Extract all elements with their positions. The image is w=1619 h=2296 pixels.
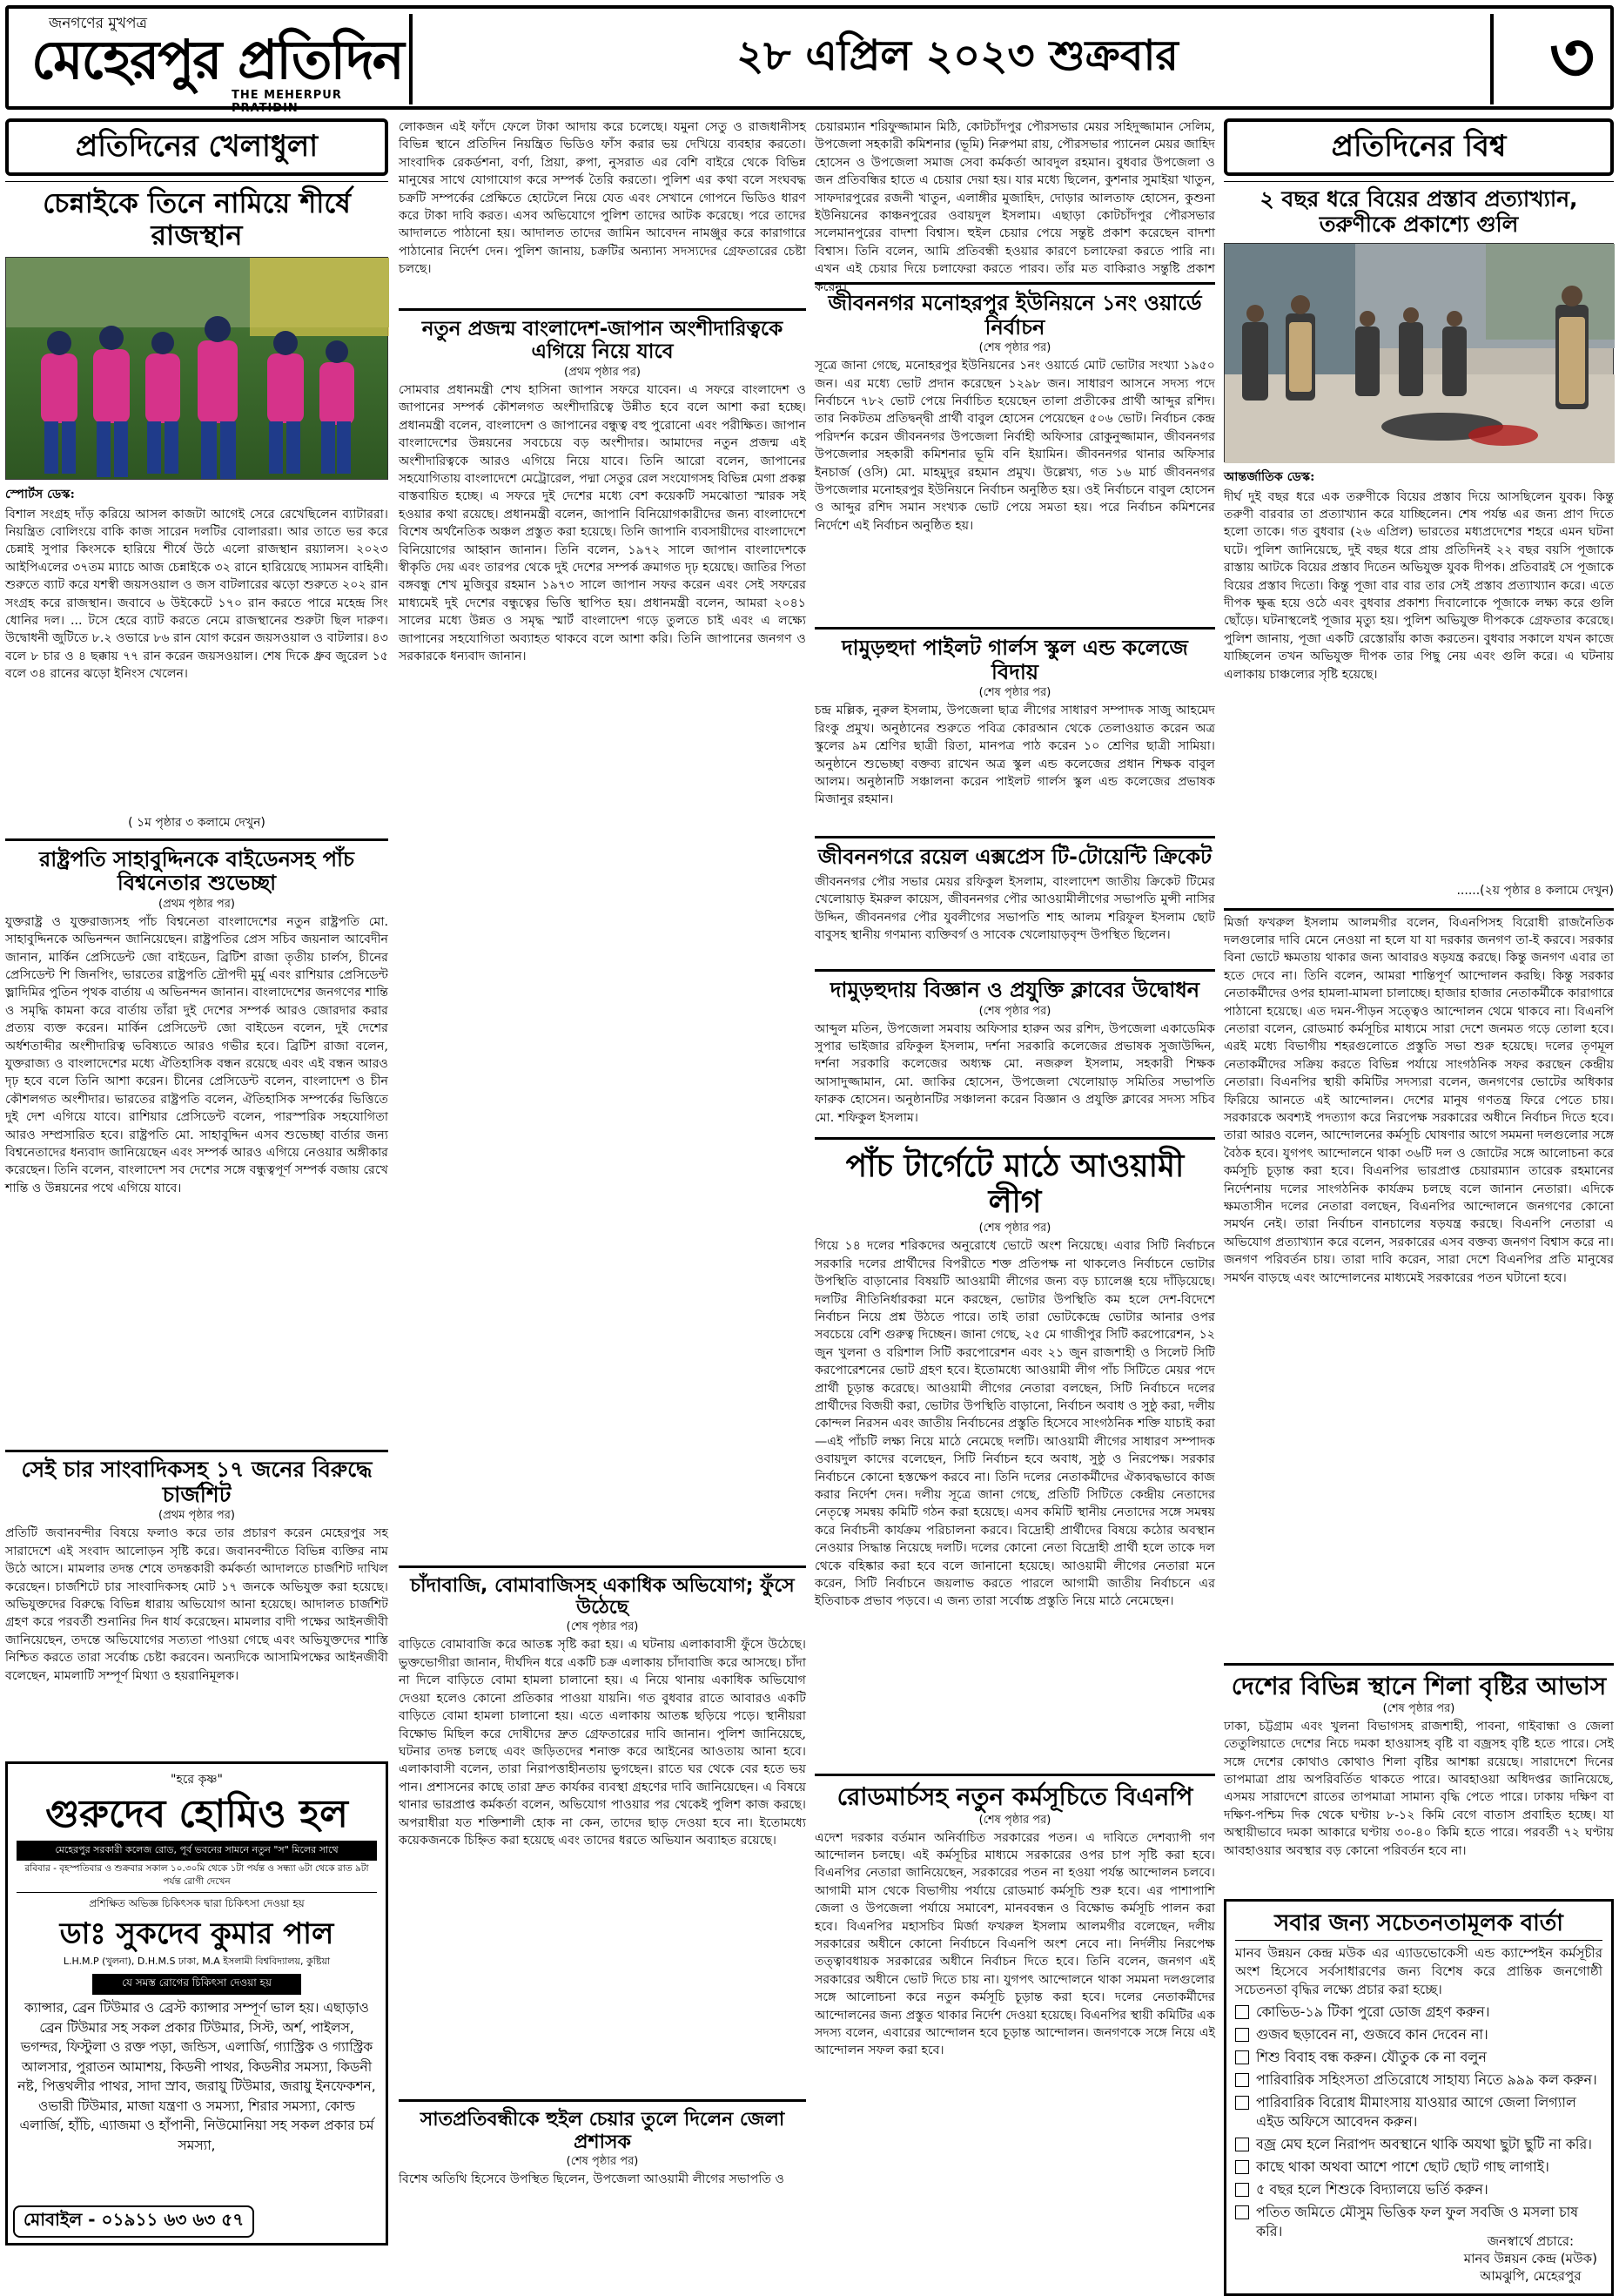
sports-body-text: বিশাল সংগ্রহ দাঁড় করিয়ে আসল কাজটা আগেই সেরে রেখেছিলেন ব্যাটাররা। নিয়ন্ত্রিত বোলিংয়ে বাকি কাজ সারেন দলটির বোলাররা। আর তাতে ভর করে চেন্নাই সুপার কিংসকে হারিয়ে শীর্ষে উঠে এলো রাজস্থান রয়্যালস। ২০২৩ আইপিএলের ৩৭তম ম্যাচে আজ চেন্নাইকে ৩২ রানে হারিয়েছে স্যামসন বাহিনী। শুরুতে ব্যাট করে যশস্বী জয়সওয়াল ও জস বাটলারের ঝড়ো শুরুতে ২০২ রান সংগ্রহ করে রাজস্থান। জবাবে ৬ উইকেটে ১৭০ রান করতে পারে মহেন্দ্র সিং ধোনির দল। ... টসে হেরে ব্যাট করতে নেমে রাজস্থানের শুরুটা ছিল দারুণ। উদ্বোধনী জুটিতে ৮.২ ওভারে ৮৬ রান যোগ করেন জয়সওয়াল ও বাটলার। ৪৩ বলে ৮ চার ও ৪ ছক্কায় ৭৭ রান করেন জয়সওয়াল। শেষ দিকে ধ্রুব জুরেল ১৫ বলে ৩৪ রানের ঝড়ো ইনিংস খেলেন। — [5, 507, 388, 682]
awareness-item — [1235, 2180, 1602, 2199]
headline-chargesheet[interactable]: সেই চার সাংবাদিকসহ ১৭ জনের বিরুদ্ধে চার্জশিট — [21, 1456, 373, 1507]
bnp-body-text: এদেশ দরকার বর্তমান অনির্বাচিত সরকারের পতন। এ দাবিতে দেশব্যাপী গণ আন্দোলন চলছে। এই কর্মসূচির মাধ্যমে সরকারের ওপর চাপ সৃষ্টি করা হবে। বিএনপির নেতারা জানিয়েছেন, সরকারের পতন না হওয়া পর্যন্ত আন্দোলন চলবে। আগামী মাস থেকে বিভাগীয় পর্যায়ে রোডমার্চ কর্মসূচি শুরু হবে। এর পাশাপাশি জেলা ও উপজেলা পর্যায়ে সমাবেশ, মানববন্ধন ও বিক্ষোভ কর্মসূচি পালন করা হবে। বিএনপির মহাসচিব মির্জা ফখরুল ইসলাম আলমগীর বলেছেন, দলীয় সরকারের অধীনে কোনো নির্বাচনে বিএনপি অংশ নেবে না। নির্দলীয় নিরপেক্ষ তত্ত্বাবধায়ক সরকারের অধীনে নির্বাচন দিতে হবে। তিনি বলেন, জনগণ এই সরকারের অধীনে ভোট দিতে চায় না। যুগপৎ আন্দোলনে থাকা সমমনা দলগুলোর সঙ্গে আলোচনা করে নতুন কর্মসূচি চূড়ান্ত করা হবে। দলের নেতাকর্মীদের আন্দোলনের জন্য প্রস্তুত থাকার নির্দেশ দেওয়া হয়েছে। বিএনপির স্থায়ী কমিটির এক সদস্য বলেন, এবারের আন্দোলন হবে চূড়ান্ত আন্দোলন। জনগণকে সঙ্গে নিয়ে এই আন্দোলন সফল করা হবে। — [815, 1830, 1215, 2058]
headline-sports[interactable]: চেন্নাইকে তিনে নামিয়ে শীর্ষে রাজস্থান — [43, 186, 351, 252]
newspaper-page — [5, 5, 1614, 2284]
awareness-footer — [1464, 2232, 1597, 2285]
headline-union-election[interactable]: জীবননগর মনোহরপুর ইউনিয়নে ১নং ওয়ার্ডে নির্বাচন — [828, 291, 1202, 340]
ad-awareness-message[interactable] — [1224, 1899, 1614, 2296]
wheelchair-cont-body: চেয়ারম্যান শরিফুজ্জামান মিঠি, কোটচাঁদপুর পৌরসভার মেয়র সহিদুজ্জামান সেলিম, উপজেলা সহকারী কমিশনার (ভূমি) নিরুপমা রায়, পৌরসভার প্যানেল মেয়র জাহিদ হোসেন ও উপজেলা সমাজ সেবা কর্মকর্তা আবদুল রহমান। বুধবার উপজেলা ও জন প্রতিবন্ধির হাতে এ চেয়ার দেয়া হয়। যার মধ্যে ছিলেন, কুশনার সুমাইয়া খাতুন, সাফদারপুরের রজনী খাতুন, এলাঙ্গীর মুজাহিদ, দোড়ার আলতাফ হোসেন, কুশুনা ইউনিয়নের কাঞ্চনপুরের ওবায়দুল ইসলাম। এছাড়া কোটচাঁদপুর পৌরসভার সলেমানপুরের বাদশা বিশ্বাস। হুইল চেয়ার পেয়ে সন্তুষ্ট প্রকাশ করেছেন বাদশা বিশ্বাস। তিনি বলেন, আমি প্রতিবন্ধী হওয়ার কারণে চলাফেরা করতে পারি না। এখন এই চেয়ার দিয়ে চলাফেরা করতে পারব। তাঁর মত বাকিরাও সন্তুষ্টি প্রকাশ করেন। — [815, 120, 1215, 294]
masthead-divider — [409, 14, 413, 104]
headline-japan-partnership[interactable]: নতুন প্রজন্ম বাংলাদেশ-জাপান অংশীদারিত্বকে এগিয়ে নিয়ে যাবে — [421, 318, 783, 364]
awareness-item — [1235, 2048, 1602, 2067]
cricket-body-text: জীবননগর পৌর সভার মেয়র রফিকুল ইসলাম, বাংলাদেশ জাতীয় ক্রিকেট টিমের খেলোয়াড় ইমরুল কায়েস, জীবননগর পৌর আওয়ামীলীগের সভাপতি মুন্সী নাসির উদ্দিন, জীবননগর পৌর যুবলীগের সভাপতি শাহ আলম শরিফুল ইসলাম ছোট বাবুসহ স্থানীয় গণমান্য ব্যক্তিবর্গ ও সাবেক খেলোয়াড়বৃন্দ উপস্থিত ছিলেন। — [815, 874, 1215, 943]
awareness-title: সবার জন্য সচেতনতামূলক বার্তা — [1274, 1909, 1563, 1936]
awareness-item — [1235, 2093, 1602, 2131]
president-cont: (প্রথম পৃষ্ঠার পর) — [158, 897, 235, 911]
awareness-item — [1235, 2070, 1602, 2090]
awareness-footer-tag: জনস্বার্থে প্রচারে: — [1487, 2232, 1575, 2249]
hailstorm-cont: (শেষ পৃষ্ঠার পর) — [1382, 1701, 1455, 1715]
issue-date: ২৮ এপ্রিল ২০২৩ শুক্রবার — [736, 31, 1179, 80]
awareness-item — [1235, 2025, 1602, 2044]
newspaper-logo — [14, 12, 403, 115]
awareness-list — [1235, 2003, 1602, 2241]
column-national — [399, 118, 806, 2192]
awareness-item — [1235, 2003, 1602, 2022]
awareness-item-text: পারিবারিক বিরোধ মীমাংসায় যাওয়ার আগে জেলা লিগ্যাল এইড অফিসে আবেদন করুন। — [1256, 2093, 1576, 2130]
checkbox-icon — [1235, 2138, 1249, 2151]
awareness-intro: মানব উন্নয়ন কেন্দ্র মউক এর এ্যাডভোকেসী এন্ড ক্যাম্পেইন কর্মসূচীর অংশ হিসেবে সর্বসাধারণের জন্য বিশেষ করে প্রান্তিক জনগোষ্ঠী সচেতনতা বৃদ্ধির লক্ষ্যে প্রচার করা হচ্ছে। — [1235, 1944, 1602, 1997]
checkbox-icon — [1235, 2028, 1249, 2042]
headline-bnp-roadmarch[interactable]: রোডমার্চসহ নতুন কর্মসূচিতে বিএনপি — [836, 1782, 1193, 1812]
extortion-body-text: বাড়িতে বোমাবাজি করে আতঙ্ক সৃষ্টি করা হয়। এ ঘটনায় এলাকাবাসী ফুঁসে উঠেছে। ভুক্তভোগীরা জানান, দীর্ঘদিন ধরে একটি চক্র এলাকায় চাঁদাবাজি করে আসছে। চাঁদা না দিলে বাড়িতে বোমা হামলা চালানো হয়। এ নিয়ে থানায় একাধিক অভিযোগ দেওয়া হলেও কোনো প্রতিকার পাওয়া যায়নি। গত বুধবার রাতে আবারও একটি বাড়িতে বোমা হামলা চালানো হয়। এতে এলাকায় আতঙ্ক ছড়িয়ে পড়ে। স্থানীয়রা বিক্ষোভ মিছিল করে দোষীদের দ্রুত গ্রেফতারের দাবি জানান। পুলিশ জানিয়েছে, ঘটনার তদন্ত চলছে এবং জড়িতদের শনাক্ত করে আইনের আওতায় আনা হবে। এলাকাবাসী বলেন, তারা নিরাপত্তাহীনতায় ভুগছেন। রাতে ঘর থেকে বের হতে ভয় পান। প্রশাসনের কাছে তারা দ্রুত কার্যকর ব্যবস্থা গ্রহণের দাবি জানিয়েছেন। এ বিষয়ে থানার ভারপ্রাপ্ত কর্মকর্তা বলেন, অভিযোগ পাওয়ার পর থেকেই পুলিশ কাজ করছে। অপরাধীরা যত শক্তিশালী হোক না কেন, তাদের ছাড় দেওয়া হবে না। ইতোমধ্যে কয়েকজনকে চিহ্নিত করা হয়েছে এবং তাদের ধরতে অভিযান অব্যাহত রয়েছে। — [399, 1638, 806, 1848]
tagline: জনগণের মুখপত্র — [49, 15, 147, 32]
newspaper-name: মেহেরপুর প্রতিদিন — [31, 28, 403, 91]
chargesheet-cont: (প্রথম পৃষ্ঠার পর) — [158, 1509, 235, 1523]
masthead — [5, 5, 1614, 115]
headline-president-greetings[interactable]: রাষ্ট্রপতি সাহাবুদ্দিনকে বাইডেনসহ পাঁচ বিশ্বনেতার শুভেচ্ছা — [39, 846, 354, 896]
newspaper-name-en: THE MEHERPUR PRATIDIN — [232, 89, 342, 115]
headline-awami-league[interactable]: পাঁচ টার্গেটে মাঠে আওয়ামী লীগ — [845, 1148, 1185, 1220]
hailstorm-body-text: ঢাকা, চট্টগ্রাম এবং খুলনা বিভাগসহ রাজশাহী, পাবনা, গাইবান্ধা ও জেলা তেতুলিয়াতে দেশের নিচে দমকা হাওয়াসহ বৃষ্টি বা বজ্রসহ বৃষ্টি হতে পারে। সেই সঙ্গে দেশের কোথাও কোথাও শিলা বৃষ্টির আশঙ্কা রয়েছে। সারাদেশে দিনের তাপমাত্রা প্রায় অপরিবর্তিত থাকতে পারে। আবহাওয়া অধিদপ্তর জানিয়েছে, এসময় সারাদেশে রাতের তাপমাত্রা সামান্য বৃদ্ধি পেতে পারে। ঢাকায় দক্ষিণ বা দক্ষিণ-পশ্চিম দিক থেকে ঘণ্টায় ৮-১২ কিমি বেগে বাতাস প্রবাহিত হচ্ছে। যা অস্থায়ীভাবে দমকা আকারে ঘণ্টায় ৩০-৪০ কিমি হতে পারে। পরবর্তী ৭২ ঘণ্টায় আবহাওয়ার অবস্থার বড় কোনো পরিবর্তন হবে না। — [1224, 1719, 1614, 1858]
headline-science-club[interactable]: দামুড়হুদায় বিজ্ঞান ও প্রযুক্তি ক্লাবের উদ্বোধন — [830, 977, 1200, 1002]
world-continued[interactable]: ......(২য় পৃষ্ঠার ৪ কলামে দেখুন) — [1456, 883, 1614, 898]
checkbox-icon — [1235, 2160, 1249, 2174]
girls-body-text: চন্দ্র মল্লিক, নুরুল ইসলাম, উপজেলা ছাত্র লীগের সাধারণ সম্পাদক সাজু আহমেদ রিংকু প্রমুখ। অনুষ্ঠানের শুরুতে পবিত্র কোরআন থেকে তেলাওয়াত করেন অত্র স্কুলের ৯ম শ্রেণির ছাত্রী রিতা, মানপত্র পাঠ করেন ১০ শ্রেণির ছাত্রী সামিয়া। অনুষ্ঠানে শুভেচ্ছা বক্তব্য রাখেন অত্র স্কুল এন্ড কলেজের প্রধান শিক্ষক বাবুল আলম। অনুষ্ঠানটি সঞ্চালনা করেন পাইলট গার্লস স্কুল এন্ড কলেজের প্রভাষক মিজানুর রহমান। — [815, 704, 1215, 807]
ad-homeo-tag: "হরে কৃষ্ণ" — [171, 1773, 223, 1788]
page-number: ৩ — [1548, 17, 1595, 98]
ad-homeo-intro: প্রশিক্ষিত অভিজ্ঞ চিকিৎসক দ্বারা চিকিৎসা দেওয়া হয় — [89, 1897, 305, 1910]
science-cont: (শেষ পৃষ্ঠার পর) — [978, 1004, 1051, 1018]
president-body-text: যুক্তরাষ্ট্র ও যুক্তরাজ্যসহ পাঁচ বিশ্বনেতা বাংলাদেশের নতুন রাষ্ট্রপতি মো. সাহাবুদ্দিনকে অভিনন্দন জানিয়েছেন। রাষ্ট্রপতির প্রেস সচিব জয়নাল আবেদীন জানান, মার্কিন প্রেসিডেন্ট জো বাইডেন, ব্রিটিশ রাজা তৃতীয় চার্লস, চীনের প্রেসিডেন্ট শি জিনপিং, ভারতের রাষ্ট্রপতি দ্রৌপদী মুর্মু এবং রাশিয়ার প্রেসিডেন্ট ভ্লাদিমির পুতিন পৃথক বার্তায় এ অভিনন্দন জানান। বাংলাদেশের জনগণের শান্তি ও সমৃদ্ধি কামনা করে বার্তায় তাঁরা দুই দেশের সম্পর্ক আরও জোরদার করার প্রত্যয় ব্যক্ত করেন। মার্কিন প্রেসিডেন্ট জো বাইডেন বলেন, দুই দেশের অর্ধশতাব্দীর অংশীদারিত্ব ভবিষ্যতে আরও গভীর হবে। ব্রিটিশ রাজা বলেন, যুক্তরাজ্য ও বাংলাদেশের মধ্যে ঐতিহাসিক বন্ধন রয়েছে এবং এই বন্ধন আরও দৃঢ় হবে বলে তিনি আশা করেন। চীনের প্রেসিডেন্ট বলেন, বাংলাদেশ ও চীন কৌশলগত অংশীদার। ভারতের রাষ্ট্রপতি বলেন, ঐতিহাসিক সম্পর্কের ভিত্তিতে দুই দেশ এগিয়ে যাবে। রাশিয়ার প্রেসিডেন্ট বলেন, পারস্পরিক সহযোগিতা আরও সম্প্রসারিত হবে। রাষ্ট্রপতি মো. সাহাবুদ্দিন এসব শুভেচ্ছা বার্তার জন্য বিশ্বনেতাদের ধন্যবাদ জানিয়েছেন এবং সম্পর্ক আরও এগিয়ে নেওয়ার অঙ্গীকার করেছেন। তিনি বলেন, বাংলাদেশ সব দেশের সঙ্গে বন্ধুত্বপূর্ণ সম্পর্ক বজায় রেখে শান্তি ও উন্নয়নের পথে এগিয়ে যাবে। — [5, 914, 388, 1195]
headline-girls-school[interactable]: দামুড়হুদা পাইলট গার্লস স্কুল এন্ড কলেজে বিদায় — [842, 636, 1188, 684]
ad-homeo-title: গুরুদেব হোমিও হল — [45, 1792, 348, 1837]
bnp-cont: (শেষ পৃষ্ঠার পর) — [978, 1813, 1051, 1827]
awareness-item-text: গুজব ছড়াবেন না, গুজবে কান দেবেন না। — [1256, 2025, 1488, 2043]
headline-extortion[interactable]: চাঁদাবাজি, বোমাবাজিসহ একাধিক অভিযোগ; ফুঁসে উঠেছে — [410, 1574, 795, 1619]
headline-wheelchair[interactable]: সাতপ্রতিবন্ধীকে হুইল চেয়ার তুলে দিলেন জেলা প্রশাসক — [420, 2109, 785, 2153]
awareness-item-text: পারিবারিক সহিংসতা প্রতিরোধে সাহায্য নিতে ৯৯৯ কল করুন। — [1256, 2070, 1597, 2088]
ad-homeo-hall[interactable] — [5, 1761, 388, 2246]
ad-homeo-address: মেহেরপুর সরকারী কলেজ রোড, পূর্ব ভবনের সামনে নতুন "স" মিলের সাথে — [17, 1841, 377, 1861]
scam-body-text: লোকজন এই ফাঁদে ফেলে টাকা আদায় করে চলেছে। যমুনা সেতু ও রাজধানীসহ বিভিন্ন স্থানে প্রতিদিন নিয়ন্ত্রিত ভিডিও ফাঁস করার ভয় দেখিয়ে ব্যবহার করতো। সাংবাদিক রেকর্ডশনা, বর্ণা, প্রিয়া, রুপা, নুসরাত এর বেশি বাইরে থেকে বিভিন্ন মানুষের সাথে যোগাযোগ করে সম্পর্ক তৈরি করতো। পুলিশ এর কথা বলে সংঘবদ্ধ চক্রটি সম্পর্কের প্রেক্ষিতে হোটেলে নিয়ে যেত এবং সেখানে গোপনে ভিডিও ধারণ করে টাকা দাবি করত। এসব অভিযোগে পুলিশ তাদের আটক করেছে। পরে তাদের আদালতে পাঠানো হয়। আদালত তাদের জামিন আবেদন নামঞ্জুর করে কারাগারে পাঠানোর নির্দেশ দেন। পুলিশ জানায়, চক্রটির অন্যান্য সদস্যদের গ্রেফতারের চেষ্টা চলছে। — [399, 120, 806, 277]
wheelchair-cont: (শেষ পৃষ্ঠার পর) — [566, 2155, 639, 2169]
world-body-text: দীর্ঘ দুই বছর ধরে এক তরুণীকে বিয়ের প্রস্তাব দিয়ে আসছিলেন যুবক। কিন্তু তরুণী বারবার তা প্রত্যাখ্যান করে যাচ্ছিলেন। শেষ পর্যন্ত এর জন্য প্রাণ দিতে হলো তাকে। গত বুধবার (২৬ এপ্রিল) ভারতের মধ্যপ্রদেশের শহরে এমন ঘটনা ঘটে। পুলিশ জানিয়েছে, দুই বছর ধরে প্রায় প্রতিদিনই ২২ বছর বয়সি পূজাকে রাস্তায় আটকে বিয়ের প্রস্তাব দিতেন অভিযুক্ত যুবক দীপক। প্রতিবারই সে পূজাকে বিয়ের প্রস্তাব দিতো। কিন্তু পূজা বার বার তার সেই প্রস্তাব প্রত্যাখ্যান করে। এতে দীপক ক্ষুব্ধ হয়ে ওঠে এবং বুধবার প্রকাশ্য দিবালোকে পূজাকে লক্ষ্য করে গুলি ছোঁড়ে। ঘটনাস্থলেই পূজার মৃত্যু হয়। পুলিশ অভিযুক্ত দীপককে গ্রেফতার করেছে। পুলিশ জানায়, পূজা একটি রেস্তোরাঁয় কাজ করতেন। বুধবার সকালে যখন কাজে যাচ্ছিলেন তখন অভিযুক্ত দীপক তার পিছু নেয় এবং গুলি করে। এ ঘটনায় এলাকায় চাঞ্চল্যের সৃষ্টি হয়েছে। — [1224, 489, 1614, 682]
awareness-footer-place: আমঝুপি, মেহেরপুর — [1480, 2267, 1582, 2284]
wheelchair-body-text: বিশেষ অতিথি হিসেবে উপস্থিত ছিলেন, উপজেলা আওয়ামী লীগের সভাপতি ও — [399, 2172, 784, 2187]
checkbox-icon — [1235, 2205, 1249, 2219]
ad-homeo-doctor: ডাঃ সুকদেব কুমার পাল — [59, 1916, 334, 1952]
japan-body-text: সোমবার প্রধানমন্ত্রী শেখ হাসিনা জাপান সফরে যাবেন। এ সফরে বাংলাদেশ ও জাপানের সম্পর্ক কৌশলগত অংশীদারিত্বে উন্নীত হবে বলে আশা করা হচ্ছে। প্রধানমন্ত্রী বলেন, বাংলাদেশ ও জাপানের বন্ধুত্ব বহু পুরোনো এবং পরীক্ষিত। জাপান বাংলাদেশের উন্নয়নের সবচেয়ে বড় অংশীদার। আমাদের নতুন প্রজন্ম এই অংশীদারিত্বকে আরও এগিয়ে নিয়ে যাবে। তিনি আরো বলেন, জাপানের সহযোগিতায় বাংলাদেশে মেট্রোরেল, পদ্মা সেতুর রেল সংযোগসহ বিভিন্ন মেগা প্রকল্প বাস্তবায়িত হচ্ছে। এ সফরে দুই দেশের মধ্যে বেশ কয়েকটি সমঝোতা স্মারক সই হওয়ার কথা রয়েছে। প্রধানমন্ত্রী বলেন, জাপানি বিনিয়োগকারীদের জন্য বাংলাদেশে বিশেষ অর্থনৈতিক অঞ্চল প্রস্তুত করা হয়েছে। তিনি জাপানি ব্যবসায়ীদের বাংলাদেশে বিনিয়োগের আহ্বান জানান। তিনি বলেন, ১৯৭২ সালে জাপান বাংলাদেশকে স্বীকৃতি দেয় এবং তারপর থেকে দুই দেশের সম্পর্ক ক্রমাগত দৃঢ় হয়েছে। জাতির পিতা বঙ্গবন্ধু শেখ মুজিবুর রহমান ১৯৭৩ সালে জাপান সফর করেন এবং সেই সফরের মাধ্যমেই দুই দেশের বন্ধুত্বের ভিত্তি স্থাপিত হয়। প্রধানমন্ত্রী বলেন, আমরা ২০৪১ সালের মধ্যে উন্নত ও সমৃদ্ধ স্মার্ট বাংলাদেশ গড়ে তুলতে চাই এবং এ লক্ষ্যে জাপানের সহযোগিতা অব্যাহত থাকবে বলে আশা করি। তিনি জাপানের জনগণ ও সরকারকে ধন্যবাদ জানান। — [399, 382, 806, 663]
ad-homeo-mobile[interactable]: মোবাইল - ০১৯১১ ৬৩ ৬৩ ৫৭ — [13, 2205, 254, 2238]
awami-cont: (শেষ পৃষ্ঠার পর) — [978, 1222, 1051, 1236]
awareness-item-text: ৫ বছর হলে শিশুকে বিদ্যালয়ে ভর্তি করুন। — [1256, 2180, 1488, 2198]
checkbox-icon — [1235, 2096, 1249, 2110]
science-body-text: আব্দুল মতিন, উপজেলা সমবায় অফিসার হারুন অর রশিদ, উপজেলা একাডেমিক সুপার ভাইজার রফিকুল ইসলাম, দর্শনা সরকারি কলেজের প্রভাষক সুজাউদ্দিন, দর্শনা সরকারি কলেজের অধ্যক্ষ মো. নজরুল ইসলাম, সহকারী শিক্ষক আসাদুজ্জামান, মো. জাকির হোসেন, উপজেলা খেলোয়াড় সমিতির সভাপতি ফারুক হোসেন। অনুষ্ঠানটির সঞ্চালনা করেন বিজ্ঞান ও প্রযুক্তি ক্লাবের সদস্য সচিব মো. শফিকুল ইসলাম। — [815, 1021, 1215, 1125]
column-sports — [5, 118, 388, 2246]
awareness-item-text: পতিত জমিতে মৌসুম ভিত্তিক ফল ফুল সবজি ও মসলা চাষ করি। — [1256, 2203, 1579, 2239]
section-banner-sports: প্রতিদিনের খেলাধুলা — [5, 118, 388, 176]
headline-hailstorm[interactable]: দেশের বিভিন্ন স্থানে শিলা বৃষ্টির আভাস — [1231, 1671, 1607, 1700]
awareness-item-text: বজ্র মেঘ হলে নিরাপদ অবস্থানে থাকি অযথা ছুটা ছুটি না করি। — [1256, 2135, 1593, 2152]
awareness-item — [1235, 2158, 1602, 2177]
sports-continued[interactable]: ( ১ম পৃষ্ঠার ৩ কলামে দেখুন) — [128, 815, 265, 830]
awami-body-text: গিয়ে ১৪ দলের শরিকদের অনুরোধে ভোটে অংশ নিয়েছে। এবার সিটি নির্বাচনে সরকারি দলের প্রার্থীদের বিপরীতে শক্ত প্রতিপক্ষ না থাকলেও নির্বাচনে ভোটার উপস্থিতি বাড়ানোর বিষয়টি আওয়ামী লীগের জন্য বড় চ্যালেঞ্জ হয়ে দাঁড়িয়েছে। দলটির নীতিনির্ধারকরা মনে করছেন, ভোটার উপস্থিতি কম হলে দেশ-বিদেশে নির্বাচন নিয়ে প্রশ্ন উঠতে পারে। তাই তারা ভোটকেন্দ্রে ভোটার আনার ওপর সবচেয়ে বেশি গুরুত্ব দিচ্ছেন। জানা গেছে, ২৫ মে গাজীপুর সিটি করপোরেশন, ১২ জুন খুলনা ও বরিশাল সিটি করপোরেশন এবং ২১ জুন রাজশাহী ও সিলেট সিটি করপোরেশনের ভোট গ্রহণ হবে। ইতোমধ্যে আওয়ামী লীগ পাঁচ সিটিতে মেয়র পদে প্রার্থী চূড়ান্ত করেছে। আওয়ামী লীগের নেতারা বলছেন, সিটি নির্বাচনে দলের প্রার্থীদের বিজয়ী করা, ভোটার উপস্থিতি বাড়ানো, নির্বাচন অবাধ ও সুষ্ঠু করা, দলীয় কোন্দল নিরসন এবং জাতীয় নির্বাচনের প্রস্তুতি হিসেবে সাংগঠনিক শক্তি যাচাই করা—এই পাঁচটি লক্ষ্য নিয়ে মাঠে নেমেছে দলটি। আওয়ামী লীগের সাধারণ সম্পাদক ওবায়দুল কাদের বলেছেন, সিটি নির্বাচন হবে অবাধ, সুষ্ঠু ও নিরপেক্ষ। সরকার নির্বাচনে কোনো হস্তক্ষেপ করবে না। তিনি দলের নেতাকর্মীদের ঐক্যবদ্ধভাবে কাজ করার নির্দেশ দেন। দলীয় সূত্রে জানা গেছে, প্রতিটি সিটিতে কেন্দ্রীয় নেতাদের নেতৃত্বে সমন্বয় কমিটি গঠন করা হয়েছে। এসব কমিটি স্থানীয় নেতাদের সঙ্গে সমন্বয় করে নির্বাচনী কার্যক্রম পরিচালনা করবে। বিদ্রোহী প্রার্থীদের বিষয়ে কঠোর অবস্থান নেওয়ার সিদ্ধান্ত নিয়েছে দলটি। দলের কোনো নেতা বিদ্রোহী প্রার্থী হলে তাকে দল থেকে বহিষ্কার করা হবে বলে জানানো হয়েছে। আওয়ামী লীগের নেতারা মনে করেন, সিটি নির্বাচনে জয়লাভ করতে পারলে আগামী জাতীয় নির্বাচনে এর ইতিবাচক প্রভাব পড়বে। এ জন্য তারা সর্বোচ্চ প্রস্তুতি নিয়ে মাঠে নেমেছেন। — [815, 1239, 1215, 1609]
ad-homeo-degree: L.H.M.P (খুলনা), D.H.M.S ঢাকা, M.A ইসলামী বিশ্ববিদ্যালয়, কুষ্টিয়া — [63, 1956, 331, 1968]
extortion-cont: (শেষ পৃষ্ঠার পর) — [566, 1620, 639, 1634]
awareness-item-text: কোভিড-১৯ টিকা পুরো ডোজ গ্রহণ করুন। — [1256, 2003, 1490, 2020]
sports-desk-byline: স্পোর্টস ডেস্ক: — [5, 487, 75, 502]
checkbox-icon — [1235, 2005, 1249, 2019]
column-world — [1224, 118, 1614, 2296]
awareness-footer-org: মানব উন্নয়ন কেন্দ্র (মউক) — [1463, 2250, 1597, 2266]
checkbox-icon — [1235, 2050, 1249, 2064]
awareness-item-text: কাছে থাকা অথবা আশে পাশে ছোট ছোট গাছ লাগাই। — [1256, 2158, 1549, 2175]
headline-world[interactable]: ২ বছর ধরে বিয়ের প্রস্তাব প্রত্যাখ্যান, তরুণীকে প্রকাশ্যে গুলি — [1260, 186, 1578, 237]
column-local — [815, 118, 1215, 2084]
ad-homeo-timing: রবিবার - বৃহস্পতিবার ও শুক্রবার সকাল ১০.৩০মি থেকে ১টা পর্যন্ত ও সন্ধ্যা ৬টা থেকে রাত ৯টা পর্যন্ত রোগী দেখেন — [24, 1863, 369, 1888]
world-desk-byline: আন্তর্জাতিক ডেস্ক: — [1224, 469, 1315, 484]
union-body-text: সূত্রে জানা গেছে, মনোহরপুর ইউনিয়নের ১নং ওয়ার্ডে মোট ভোটার সংখ্যা ১৯৫০ জন। এর মধ্যে ভোট প্রদান করেছেন ১২৯৮ জন। সাধারণ আসনে সদস্য পদে নির্বাচনে ৭৮২ ভোট পেয়ে নির্বাচিত হয়েছেন তালা প্রতীকের প্রার্থী আব্দুর রশিদ। তার নিকটতম প্রতিদ্বন্দ্বী প্রার্থী বাবুল হোসেন পেয়েছেন ৫০৬ ভোট। নির্বাচন কেন্দ্র পরিদর্শন করেন জীবননগর উপজেলা নির্বাহী অফিসার রোকুনুজ্জামান, জীবননগর উপজেলার সহকারী কমিশনার ভূমি বনি ইয়ামিন। জীবননগর থানার অফিসার ইনচার্জ (ওসি) মো. মাহমুদুর রহমান প্রমুখ। উল্লেখ্য, গত ১৬ মার্চ জীবননগর উপজেলার মনোহরপুর ইউনিয়নে নির্বাচন অনুষ্ঠিত হয়। ওই নির্বাচনে বাবুল হোসেন ও আব্দুর রশিদ সমান সংখ্যক ভোট পেয়ে সমতা হয়। পরে নির্বাচন কমিশনের নির্দেশে এই নির্বাচন অনুষ্ঠিত হয়। — [815, 359, 1215, 533]
union-cont: (শেষ পৃষ্ঠার পর) — [978, 341, 1051, 355]
awareness-item — [1235, 2135, 1602, 2154]
japan-cont: (প্রথম পৃষ্ঠার পর) — [564, 365, 641, 379]
chargesheet-body-text: প্রতিটি জবানবন্দীর বিষয়ে ফলাও করে তার প্রচারণ করেন মেহেরপুর সহ সারাদেশে এই সংবাদ আলোড়ন সৃষ্টি করে। জবানবন্দীতে বিভিন্ন ব্যক্তির নাম উঠে আসে। মামলার তদন্ত শেষে তদন্তকারী কর্মকর্তা আদালতে চার্জশিট দাখিল করেছেন। চার্জশিটে চার সাংবাদিকসহ মোট ১৭ জনকে অভিযুক্ত করা হয়েছে। অভিযুক্তদের বিরুদ্ধে বিভিন্ন ধারায় অভিযোগ আনা হয়েছে। আদালত চার্জশিট গ্রহণ করে পরবর্তী শুনানির দিন ধার্য করেছেন। মামলার বাদী পক্ষের আইনজীবী জানিয়েছেন, তদন্তে অভিযোগের সত্যতা পাওয়া গেছে এবং অভিযুক্তদের শাস্তি নিশ্চিত করতে তারা সর্বোচ্চ চেষ্টা করবেন। অন্যদিকে আসামিপক্ষের আইনজীবী বলেছেন, মামলাটি সম্পূর্ণ মিথ্যা ও হয়রানিমূলক। — [5, 1526, 388, 1683]
photo-crime-scene[interactable] — [1224, 243, 1614, 462]
awareness-item-text: শিশু বিবাহ বন্ধ করুন। যৌতুক কে না বলুন — [1256, 2048, 1487, 2065]
ad-homeo-specialty: যে সমস্ত রোগের চিকিৎসা দেওয়া হয় — [92, 1974, 301, 1995]
photo-cricket-team[interactable] — [5, 257, 388, 480]
girls-cont: (শেষ পৃষ্ঠার পর) — [978, 686, 1051, 700]
ad-homeo-services: ক্যান্সার, ব্রেন টিউমার ও ব্রেস্ট ক্যান্সার সম্পূর্ণ ভাল হয়। এছাড়াও ব্রেন টিউমার সহ সকল প্রকার টিউমার, সিস্ট, অর্শ, পাইলস, ভগন্দর, ফিস্টুলা ও রক্ত পড়া, জন্ডিস, এলার্জি, গ্যাস্ট্রিক ও গ্যাস্ট্রিক আলসার, পুরাতন আমাশয়, কিডনী পাথর, কিডনীর সমস্যা, কিডনী নষ্ট, পিত্তথলীর পাথর, সাদা স্রাব, জরায়ু টিউমার, জরায়ু ইনফেকশন, ওভারী টিউমার, মাজা যন্ত্রণা ও সমস্যা, শিরার সমস্যা, কোল্ড এলার্জি, হাঁচি, এ্যাজমা ও হাঁপানী, নিউমোনিয়া সহ সকল প্রকার চর্ম সমস্যা, — [17, 2000, 376, 2153]
checkbox-icon — [1235, 2183, 1249, 2197]
bnp-continued-body-text: মির্জা ফখরুল ইসলাম আলমগীর বলেন, বিএনপিসহ বিরোধী রাজনৈতিক দলগুলোর দাবি মেনে নেওয়া না হলে যা যা দরকার জনগণ তা-ই করবে। সরকার বিনা ভোটে ক্ষমতায় থাকার জন্য আবারও ষড়যন্ত্র করছে। কিন্তু জনগণ এবার তা হতে দেবে না। তিনি বলেন, আমরা শান্তিপূর্ণ আন্দোলন করছি। কিন্তু সরকার নেতাকর্মীদের ওপর হামলা-মামলা চালাচ্ছে। হাজার হাজার নেতাকর্মীকে কারাগারে পাঠানো হয়েছে। এত দমন-পীড়ন সত্ত্বেও আন্দোলন থেমে থাকবে না। বিএনপি নেতারা বলেন, রোডমার্চ কর্মসূচির মাধ্যমে সারা দেশে জনমত গড়ে তোলা হবে। এরই মধ্যে বিভাগীয় শহরগুলোতে প্রস্তুতি সভা শুরু হয়েছে। দলের তৃণমূল নেতাকর্মীদের সক্রিয় করতে বিভিন্ন পর্যায়ে সাংগঠনিক সফর করছেন কেন্দ্রীয় নেতারা। বিএনপির স্থায়ী কমিটির সদস্যরা বলেন, জনগণের ভোটের অধিকার ফিরিয়ে আনতে এই আন্দোলন। দেশের মানুষ গণতন্ত্র ফিরে পেতে চায়। সরকারকে অবশ্যই পদত্যাগ করে নিরপেক্ষ সরকারের অধীনে নির্বাচন দিতে হবে। তারা আরও বলেন, আন্দোলনের কর্মসূচি ঘোষণার আগে সমমনা দলগুলোর সঙ্গে বৈঠক হবে। যুগপৎ আন্দোলনে থাকা ৩৬টি দল ও জোটের সঙ্গে আলোচনা করে কর্মসূচি চূড়ান্ত করা হবে। বিএনপির ভারপ্রাপ্ত চেয়ারম্যান তারেক রহমানের নির্দেশনায় দলের সাংগঠনিক কার্যক্রম চলছে বলে জানান নেতারা। এদিকে ক্ষমতাসীন দলের নেতারা বলছেন, বিএনপির আন্দোলনে জনগণের কোনো সমর্থন নেই। তারা নির্বাচন বানচালের ষড়যন্ত্র করছে। বিএনপি নেতারা এ অভিযোগ প্রত্যাখ্যান করে বলেন, সরকারের এসব বক্তব্য জনগণ বিশ্বাস করে না। জনগণ পরিবর্তন চায়। তারা দাবি করেন, সারা দেশে বিএনপির প্রতি মানুষের সমর্থন বাড়ছে এবং আন্দোলনের মাধ্যমেই সরকারের পতন ঘটানো হবে। — [1224, 915, 1614, 1285]
headline-cricket-tournament[interactable]: জীবননগরে রয়েল এক্সপ্রেস টি-টোয়েন্টি ক্রিকেট — [817, 845, 1213, 870]
section-banner-world: প্রতিদিনের বিশ্ব — [1224, 118, 1614, 176]
checkbox-icon — [1235, 2073, 1249, 2087]
